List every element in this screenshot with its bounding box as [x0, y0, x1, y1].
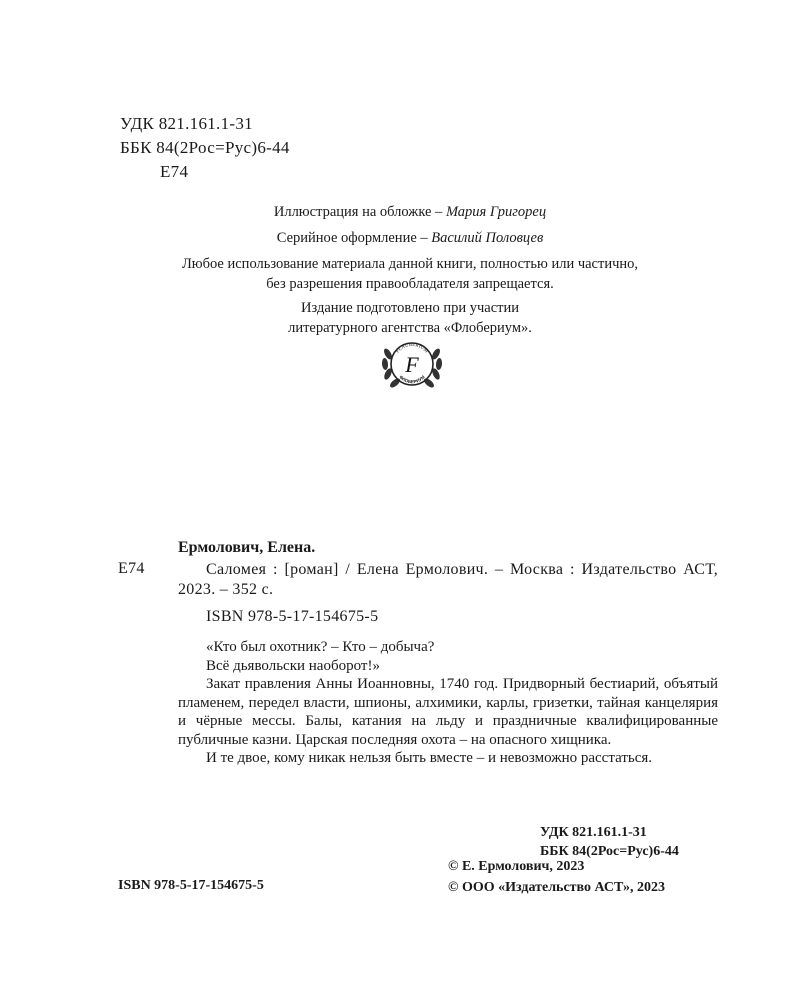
rights-line-1: Любое использование материала данной книги, полностью или частично, — [181, 256, 639, 272]
author-mark: Е74 — [160, 162, 189, 181]
catalog-mark: Е74 — [118, 560, 145, 577]
bottom-udk-code: УДК 821.161.1-31 — [540, 825, 647, 840]
rights-line-2: без разрешения правообладателя запрещается. — [266, 276, 554, 292]
agency-line-2: литературного агентства «Флобериум». — [288, 320, 532, 336]
logo-text-top: FLAUBERIUM — [395, 342, 429, 355]
series-design-credit — [110, 228, 710, 248]
top-classification-codes — [120, 112, 290, 184]
rights-notice — [110, 254, 710, 294]
footer-isbn: ISBN 978-5-17-154675-5 — [118, 878, 264, 893]
copyright-publisher: © ООО «Издательство АСТ», 2023 — [448, 880, 666, 895]
bbk-code: ББК 84(2Рос=Рус)6-44 — [120, 138, 290, 157]
udk-code: УДК 821.161.1-31 — [120, 114, 253, 133]
illustration-credit — [110, 202, 710, 222]
catalog-author: Ермолович, Елена. — [178, 539, 316, 556]
copyright-author: © Е. Ермолович, 2023 — [448, 859, 585, 874]
copyright-block — [448, 856, 665, 898]
catalog-isbn: ISBN 978-5-17-154675-5 — [206, 608, 379, 625]
agency-line-1: Издание подготовлено при участии — [301, 300, 519, 316]
annotation-paragraph-2: И те двое, кому никак нельзя быть вместе – и невозможно расстаться. — [206, 750, 653, 766]
annotation-quote-1: «Кто был охотник? – Кто – добыча? — [206, 639, 435, 655]
annotation-paragraph-1: Закат правления Анны Иоанновны, 1740 год. Придворный бестиарий, объятый пламенем, передел власти, шпионы, алхимики, карлы, гризетки, тайная канцелярия и чёрные мессы. Балы, катания на льду и праздничные квалифицированные публичные казни. Царская последняя охота – на опасного хищника. — [178, 676, 718, 748]
logo-letter: F — [405, 352, 419, 377]
series-label: Серийное оформление – — [276, 230, 428, 246]
annotation-quote-2: Всё дьявольски наоборот!» — [206, 657, 380, 674]
series-designer-name: Василий Половцев — [431, 230, 544, 246]
logo-text-bottom: ФЛОБЕРИУМ — [398, 374, 426, 385]
annotation — [178, 638, 718, 768]
bottom-bbk-code: ББК 84(2Рос=Рус)6-44 — [540, 844, 679, 859]
flauberium-logo — [380, 332, 444, 396]
illustration-label: Иллюстрация на обложке – — [273, 204, 443, 220]
catalog-entry-text: Саломея : [роман] / Елена Ермолович. – Москва : Издательство АСТ, 2023. – 352 с. — [178, 561, 718, 598]
illustrator-name: Мария Григорец — [445, 204, 547, 220]
catalog-entry — [178, 560, 718, 600]
